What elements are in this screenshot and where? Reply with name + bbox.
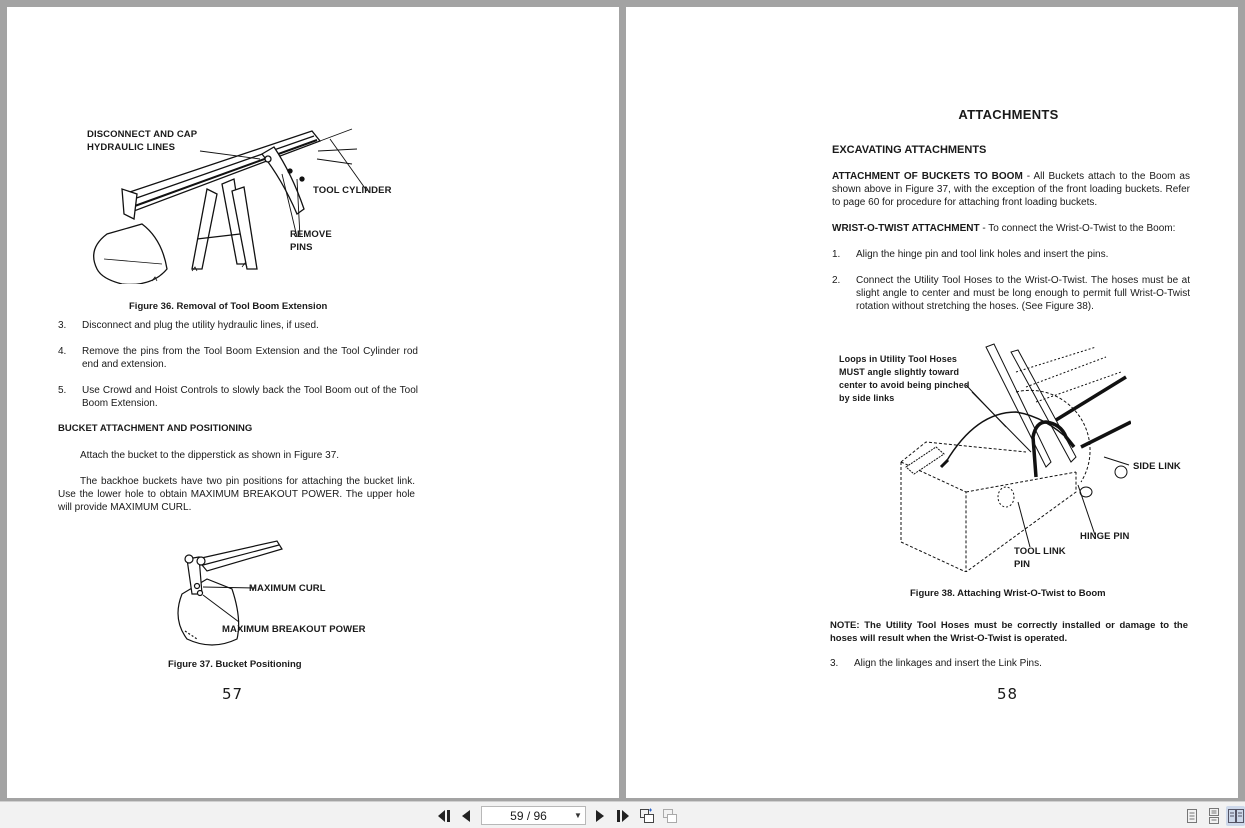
step-1: 1. Align the hinge pin and tool link holes and insert the pins. (832, 249, 1109, 260)
figure-38-caption: Figure 38. Attaching Wrist-O-Twist to Boom (910, 588, 1106, 599)
label-maximum-breakout-power: MAXIMUM BREAKOUT POWER (222, 624, 366, 635)
label-hinge-pin: HINGE PIN (1080, 531, 1130, 542)
two-page-view-button[interactable] (1226, 806, 1245, 826)
page-58 (626, 7, 1238, 798)
step-4: 4. Remove the pins from the Tool Boom Extension and the Tool Cylinder rod end and extension. (58, 346, 418, 370)
prev-page-icon (462, 810, 470, 822)
label-tool-link-pin: TOOL LINK PIN (1014, 546, 1066, 570)
page-57 (7, 7, 619, 798)
chevron-down-icon: ▼ (574, 811, 582, 820)
first-page-icon (438, 810, 452, 822)
note-utility-hoses: NOTE: The Utility Tool Hoses must be correctly installed or damage to the hoses will result when the Wrist-O-Twist is operated. (830, 620, 1188, 644)
paragraph-pin-positions: The backhoe buckets have two pin positions for attaching the bucket link. Use the lower hole to obtain MAXIMUM BREAKOUT POWER. The upper hole will provide MAXIMUM CURL. (58, 476, 415, 513)
page-copy-icon (662, 808, 678, 824)
figure-36-caption: Figure 36. Removal of Tool Boom Extension (129, 301, 328, 312)
last-page-icon (615, 810, 629, 822)
single-page-view-button[interactable] (1184, 806, 1200, 826)
label-disconnect-cap: DISCONNECT AND CAP HYDRAULIC LINES (87, 129, 198, 153)
continuous-view-button[interactable] (1206, 806, 1222, 826)
label-remove-pins: REMOVE PINS (290, 229, 332, 253)
label-loops-in-hoses: Loops in Utility Tool Hoses MUST angle slightly toward center to avoid being pinched by side links (839, 354, 970, 403)
page-indicator: 59 / 96 (510, 808, 547, 823)
first-page-button[interactable] (436, 806, 454, 826)
step-5: 5. Use Crowd and Hoist Controls to slowly back the Tool Boom out of the Tool Boom Extension. (58, 385, 418, 409)
label-tool-cylinder: TOOL CYLINDER (313, 185, 392, 196)
page-copy-button[interactable] (661, 806, 679, 826)
last-page-button[interactable] (613, 806, 631, 826)
next-page-icon (596, 810, 604, 822)
single-page-icon (1186, 808, 1198, 824)
step-2: 2. Connect the Utility Tool Hoses to the Wrist-O-Twist. The hoses must be at slight angle to center and must be long enough to permit full Wrist-O-Twist rotation without stretching the hoses. (See Figure 38). (832, 275, 1190, 312)
label-side-link: SIDE LINK (1133, 461, 1181, 472)
page-number-58: 58 (997, 685, 1019, 703)
two-page-icon (1228, 808, 1244, 824)
page-number-dropdown[interactable] (481, 806, 586, 825)
section-heading-bucket-attachment: BUCKET ATTACHMENT AND POSITIONING (58, 423, 253, 434)
step-3: 3. Disconnect and plug the utility hydraulic lines, if used. (58, 320, 319, 331)
section-heading-excavating: EXCAVATING ATTACHMENTS (832, 144, 987, 156)
paragraph-attach-bucket: Attach the bucket to the dipperstick as shown in Figure 37. (80, 450, 340, 461)
paragraph-wrist-o-twist: WRIST-O-TWIST ATTACHMENT - To connect the Wrist-O-Twist to the Boom: (832, 223, 1176, 234)
prev-page-button[interactable] (459, 806, 473, 826)
next-page-button[interactable] (593, 806, 607, 826)
navigation-toolbar (0, 801, 1245, 828)
page-insert-icon (639, 808, 655, 824)
page-number-57: 57 (222, 685, 244, 703)
label-maximum-curl: MAXIMUM CURL (249, 583, 326, 594)
page-title-attachments: ATTACHMENTS (958, 107, 1059, 122)
paragraph-attachment-of-buckets: ATTACHMENT OF BUCKETS TO BOOM - All Buckets attach to the Boom as shown above in Figure 37, with the exception of the front loading buckets. Refer to page 60 for procedure for attaching front loading buckets. (832, 171, 1190, 208)
step-3-right: 3. Align the linkages and insert the Link Pins. (830, 658, 1042, 669)
figure-37-caption: Figure 37. Bucket Positioning (168, 659, 302, 670)
continuous-page-icon (1208, 808, 1220, 824)
rotate-or-extract-page-button[interactable] (638, 806, 656, 826)
